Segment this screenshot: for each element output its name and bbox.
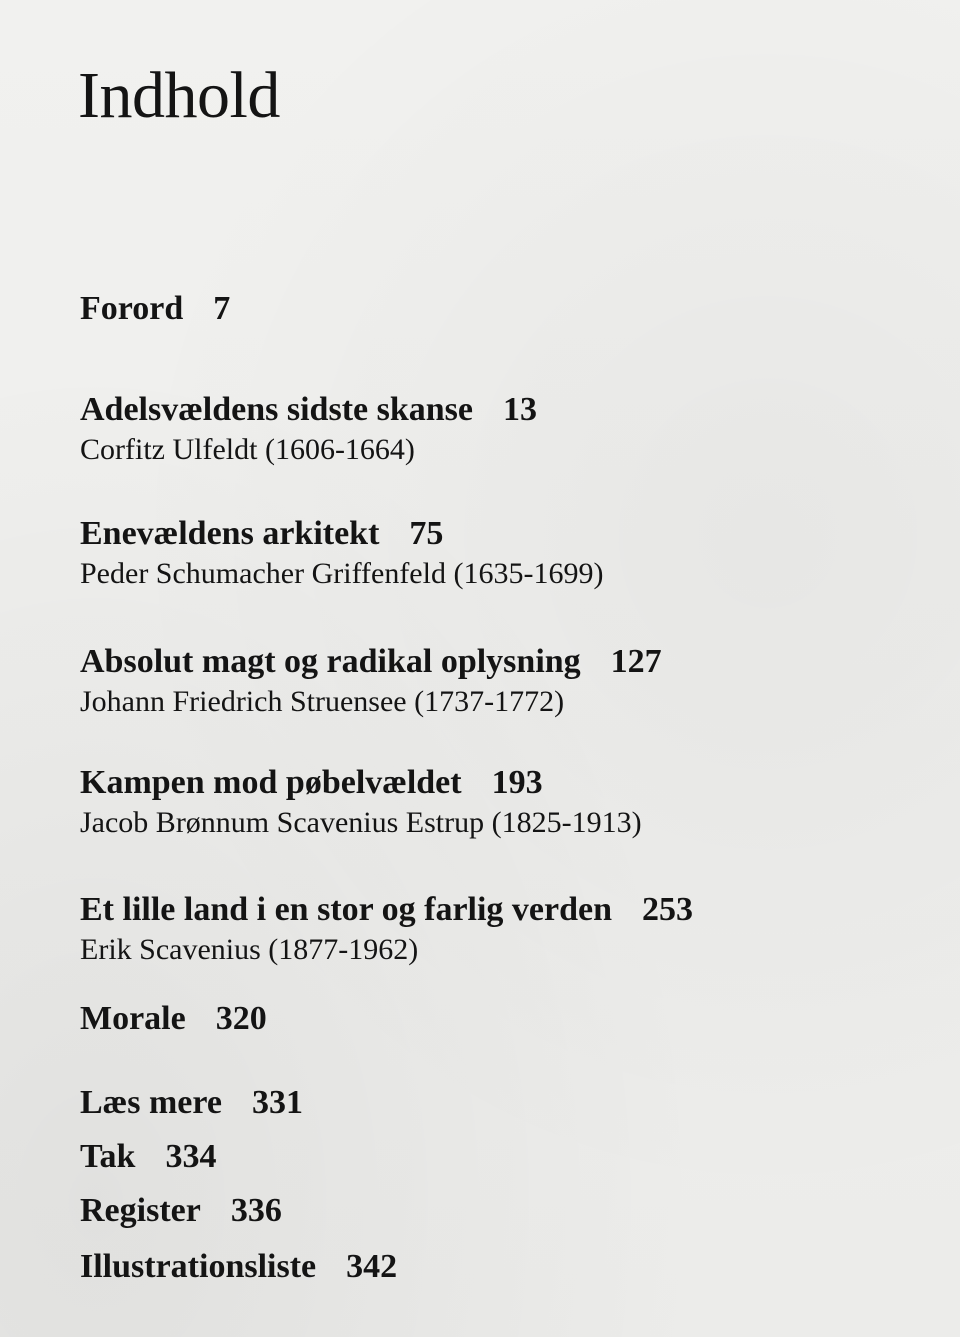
toc-entry-struensee [80, 645, 662, 717]
toc-entry-subtitle: Peder Schumacher Griffenfeld (1635-1699) [80, 557, 604, 590]
toc-entry-title: Illustrationsliste [80, 1248, 317, 1285]
toc-entry-forord [80, 292, 230, 326]
toc-entry-subtitle: Corfitz Ulfeldt (1606-1664) [80, 433, 415, 466]
page-title: Indhold [78, 59, 280, 132]
toc-entry-title: Absolut magt og radikal oplysning [80, 643, 581, 680]
toc-entry-laes-mere [80, 1086, 303, 1120]
toc-entry-subtitle: Johann Friedrich Struensee (1737-1772) [80, 685, 565, 718]
toc-entry-heading [80, 517, 603, 551]
toc-entry-page: 13 [502, 391, 537, 428]
toc-entry-heading [80, 766, 642, 800]
toc-entry-heading [80, 1002, 267, 1036]
toc-entry-page: 127 [610, 643, 662, 680]
toc-entry-page: 334 [165, 1138, 217, 1175]
toc-entry-page: 342 [346, 1248, 398, 1285]
toc-entry-heading [80, 1140, 216, 1174]
toc-entry-heading [80, 292, 230, 326]
toc-entry-title: Kampen mod pøbelvældet [80, 764, 462, 801]
toc-entry-heading [80, 1086, 303, 1120]
toc-entry-page: 253 [642, 891, 694, 928]
toc-entry-heading [80, 393, 537, 427]
toc-entry-subtitle: Erik Scavenius (1877-1962) [80, 933, 419, 966]
toc-entry-ulfeldt [80, 393, 537, 465]
toc-entry-tak [80, 1140, 216, 1174]
toc-entry-griffenfeld [80, 517, 603, 589]
toc-entry-title: Morale [80, 1000, 186, 1037]
toc-entry-page: 75 [409, 515, 444, 552]
toc-entry-page: 193 [491, 764, 543, 801]
toc-entry-page: 7 [213, 290, 231, 327]
toc-entry-subtitle: Jacob Brønnum Scavenius Estrup (1825-1913) [80, 806, 642, 839]
toc-entry-heading [80, 893, 693, 927]
toc-entry-title: Register [80, 1192, 201, 1229]
toc-entry-title: Tak [80, 1138, 136, 1175]
toc-entry-register [80, 1194, 282, 1228]
toc-entry-morale [80, 1002, 267, 1036]
toc-entry-title: Læs mere [80, 1084, 222, 1121]
toc-entry-heading [80, 645, 662, 679]
toc-entry-estrup [80, 766, 642, 838]
toc-entry-title: Forord [80, 290, 184, 327]
toc-entry-page: 336 [230, 1192, 282, 1229]
toc-entry-scavenius [80, 893, 693, 965]
toc-entry-heading [80, 1194, 282, 1228]
toc-entry-page: 320 [215, 1000, 267, 1037]
toc-entry-title: Et lille land i en stor og farlig verden [80, 891, 613, 928]
toc-entry-title: Adelsvældens sidste skanse [80, 391, 473, 428]
toc-entry-page: 331 [251, 1084, 303, 1121]
toc-entry-illustrationsliste [80, 1250, 397, 1284]
toc-entry-title: Enevældens arkitekt [80, 515, 380, 552]
toc-entry-heading [80, 1250, 397, 1284]
